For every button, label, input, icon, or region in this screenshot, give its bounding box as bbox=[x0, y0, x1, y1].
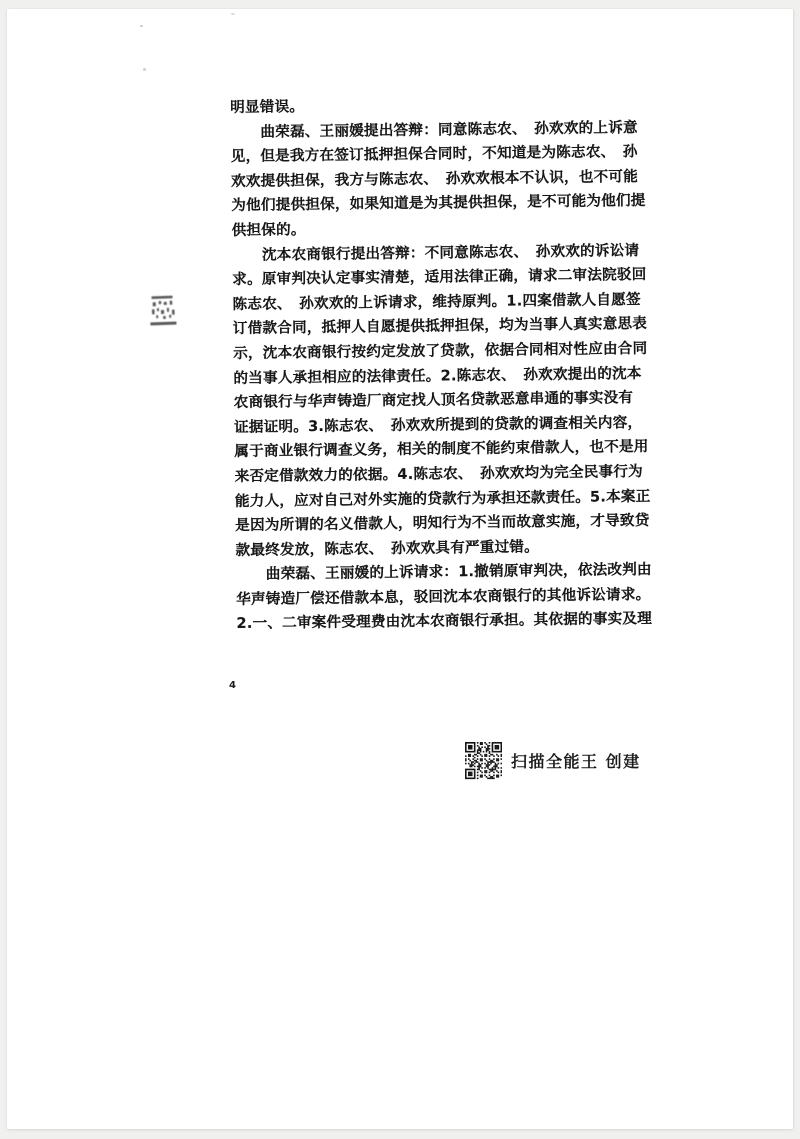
ink-smudge-stamp bbox=[147, 292, 178, 329]
scan-speck bbox=[231, 13, 235, 15]
scanner-watermark-label: 扫描全能王 创建 bbox=[511, 752, 641, 771]
document-page bbox=[7, 9, 793, 1129]
text-line: 欢欢提供担保，我方与陈志农、 孙欢欢根本不认识，也不可能 bbox=[230, 167, 639, 190]
text-line: 来否定借款效力的依据。4.陈志农、 孙欢欢均为完全民事行为 bbox=[234, 462, 643, 485]
text-line: 明显错误。 bbox=[230, 98, 305, 116]
scan-speck bbox=[143, 68, 146, 71]
scan-speck bbox=[140, 25, 143, 27]
text-line: 2.一、二审案件受理费由沈本农商银行承担。其依据的事实及理 bbox=[236, 610, 653, 633]
text-line: 证据证明。3.陈志农、 孙欢欢所提到的贷款的调查相关内容， bbox=[233, 413, 643, 436]
text-line: 款最终发放，陈志农、 孙欢欢具有严重过错。 bbox=[235, 537, 540, 559]
text-line: 见，但是我方在签订抵押担保合同时，不知道是为陈志农、 孙 bbox=[230, 143, 638, 166]
text-line: 供担保的。 bbox=[231, 221, 306, 239]
text-line: 为他们提供担保，如果知道是为其提供担保，是不可能为他们提 bbox=[231, 192, 646, 215]
text-line: 曲荣磊、王丽媛提出答辩：同意陈志农、 孙欢欢的上诉意 bbox=[260, 118, 638, 141]
document-text bbox=[230, 91, 667, 637]
text-line: 订借款合同，抵押人自愿提供抵押担保，均为当事人真实意思表 bbox=[232, 315, 648, 338]
text-line: 的当事人承担相应的法律责任。2.陈志农、 孙欢欢提出的沈本 bbox=[233, 364, 642, 387]
text-line: 属于商业银行调查义务，相关的制度不能约束借款人，也不是用 bbox=[234, 438, 649, 461]
text-line: 曲荣磊、王丽媛的上诉请求：1.撤销原审判决，依法改判由 bbox=[265, 561, 652, 583]
text-line: 陈志农、 孙欢欢的上诉请求，维持原判。1.四案借款人自愿签 bbox=[232, 290, 641, 313]
text-line: 示，沈本农商银行按约定发放了贷款，依据合同相对性应由合同 bbox=[233, 339, 648, 362]
text-line: 能力人，应对自己对外实施的贷款行为承担还款责任。5.本案正 bbox=[234, 487, 651, 510]
qr-code-icon bbox=[465, 740, 502, 781]
text-line: 华声铸造厂偿还借款本息，驳回沈本农商银行的其他诉讼请求。 bbox=[236, 585, 651, 608]
text-line: 是因为所谓的名义借款人，明知行为不当而故意实施，才导致贷 bbox=[235, 512, 650, 535]
page-number: 4 bbox=[229, 680, 236, 691]
text-line: 农商银行与华声铸造厂商定找人顶名贷款恶意串通的事实没有 bbox=[233, 389, 634, 412]
scanner-watermark bbox=[465, 740, 641, 781]
text-line: 沈本农商银行提出答辩：不同意陈志农、 孙欢欢的诉讼请 bbox=[261, 241, 640, 264]
text-line: 求。原审判决认定事实清楚，适用法律正确，请求二审法院驳回 bbox=[232, 266, 647, 289]
